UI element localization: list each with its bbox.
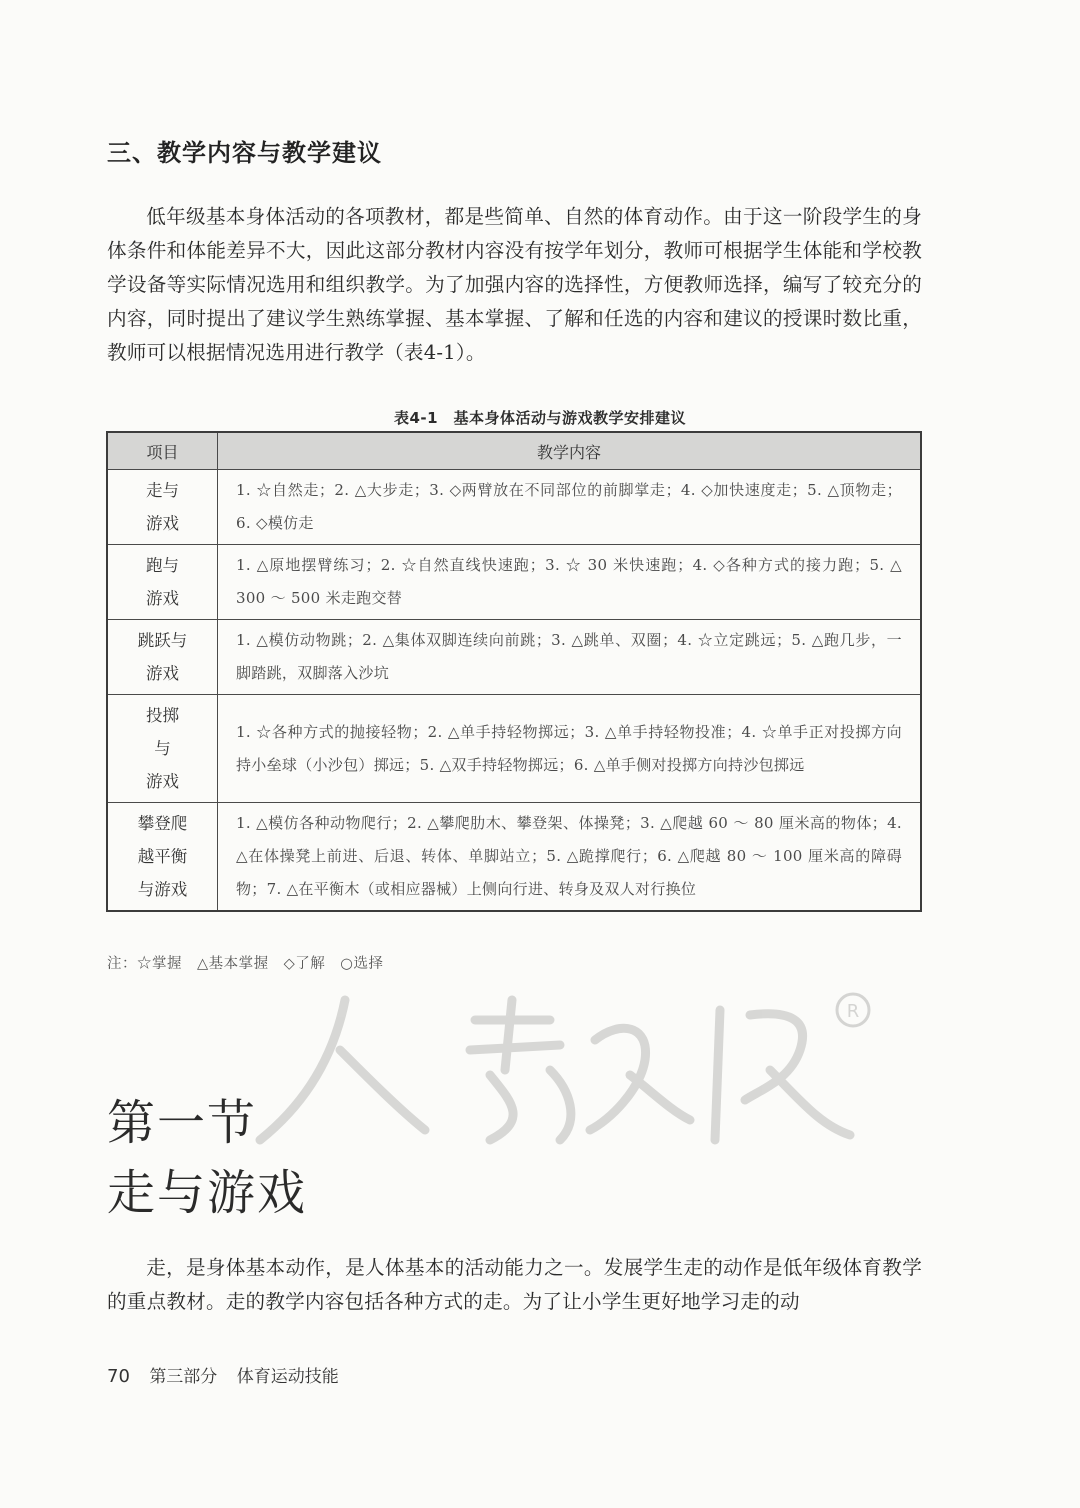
teaching-arrangement-table-wrapper xyxy=(106,431,922,912)
row-item-cell xyxy=(107,803,218,912)
row-item-line: 走与 xyxy=(146,481,179,500)
header-content: 教学内容 xyxy=(218,432,922,470)
row-item-line: 跳跃与 xyxy=(137,631,188,650)
body-paragraph: 走，是身体基本动作，是人体基本的活动能力之一。发展学生走的动作是低年级体育教学的重点教材。走的教学内容包括各种方式的走。为了让小学生更好地学习走的动 xyxy=(107,1256,922,1313)
row-item-line: 游戏 xyxy=(146,589,179,608)
row-item-line: 投掷 xyxy=(146,706,179,725)
svg-text:R: R xyxy=(846,1001,860,1022)
part-title: 体育运动技能 xyxy=(236,1367,339,1387)
section-heading: 三、教学内容与教学建议 xyxy=(107,139,382,167)
table-row xyxy=(107,803,921,912)
row-item-line: 游戏 xyxy=(146,514,179,533)
row-item-cell xyxy=(107,695,218,803)
row-content-cell: 1. △模仿动物跳；2. △集体双脚连续向前跳；3. △跳单、双圈；4. ☆立定跳远；5. △跑几步，一脚踏跳，双脚落入沙坑 xyxy=(218,620,922,695)
table-row xyxy=(107,620,921,695)
table-header-row xyxy=(107,432,921,470)
table-row xyxy=(107,470,921,545)
row-item-line: 跑与 xyxy=(146,556,179,575)
teaching-arrangement-table xyxy=(106,431,922,912)
part-label: 第三部分 xyxy=(149,1367,218,1387)
table-title: 表4-1 基本身体活动与游戏教学安排建议 xyxy=(393,409,687,427)
row-item-cell xyxy=(107,545,218,620)
row-content-cell: 1. ☆自然走；2. △大步走；3. ◇两臂放在不同部位的前脚掌走；4. ◇加快速度走；5. △顶物走；6. ◇模仿走 xyxy=(218,470,922,545)
row-item-line: 与 xyxy=(154,739,171,758)
table-row xyxy=(107,695,921,803)
row-item-line: 攀登爬 xyxy=(137,814,188,833)
table-row xyxy=(107,545,921,620)
intro-paragraph: 低年级基本身体活动的各项教材，都是些简单、自然的体育动作。由于这一阶段学生的身体条件和体能差异不大，因此这部分教材内容没有按学年划分，教师可根据学生体能和学校教学设备等实际情况选用和组织教学。为了加强内容的选择性，方便教师选择，编写了较充分的内容，同时提出了建议学生熟练掌握、基本掌握、了解和任选的内容和建议的授课时数比重，教师可以根据情况选用进行教学（表4-1）。 xyxy=(107,205,922,364)
page-footer xyxy=(107,1362,339,1387)
chapter-name: 走与游戏 xyxy=(107,1165,308,1221)
page-number: 70 xyxy=(107,1366,130,1387)
row-item-line: 游戏 xyxy=(146,664,179,683)
row-item-line: 越平衡 xyxy=(137,847,188,866)
row-content-cell: 1. △原地摆臂练习；2. ☆自然直线快速跑；3. ☆ 30 米快速跑；4. ◇各种方式的接力跑；5. △ 300 ～ 500 米走跑交替 xyxy=(218,545,922,620)
header-item: 项目 xyxy=(107,432,218,470)
row-item-cell xyxy=(107,620,218,695)
chapter-number: 第一节 xyxy=(107,1095,258,1151)
row-content-cell: 1. △模仿各种动物爬行；2. △攀爬肋木、攀登架、体操凳；3. △爬越 60 ～ 80 厘米高的物体；4. △在体操凳上前进、后退、转体、单脚站立；5. △跪撑爬行；6. △爬越 80 ～ 100 厘米高的障碍物；7. △在平衡木（或相应器械）上侧向行进、转身及双人对行换位 xyxy=(218,803,922,912)
chapter-title xyxy=(107,1088,307,1228)
row-item-line: 游戏 xyxy=(146,772,179,791)
row-content-cell: 1. ☆各种方式的抛接轻物；2. △单手持轻物掷远；3. △单手持轻物投准；4. ☆单手正对投掷方向持小垒球（小沙包）掷远；5. △双手持轻物掷远；6. △单手侧对投掷方向持沙包掷远 xyxy=(218,695,922,803)
publisher-watermark-logo xyxy=(250,980,890,1150)
row-item-line: 与游戏 xyxy=(137,880,188,899)
table-legend-note: 注：☆掌握 △基本掌握 ◇了解 ○选择 xyxy=(107,956,384,972)
row-item-cell xyxy=(107,470,218,545)
